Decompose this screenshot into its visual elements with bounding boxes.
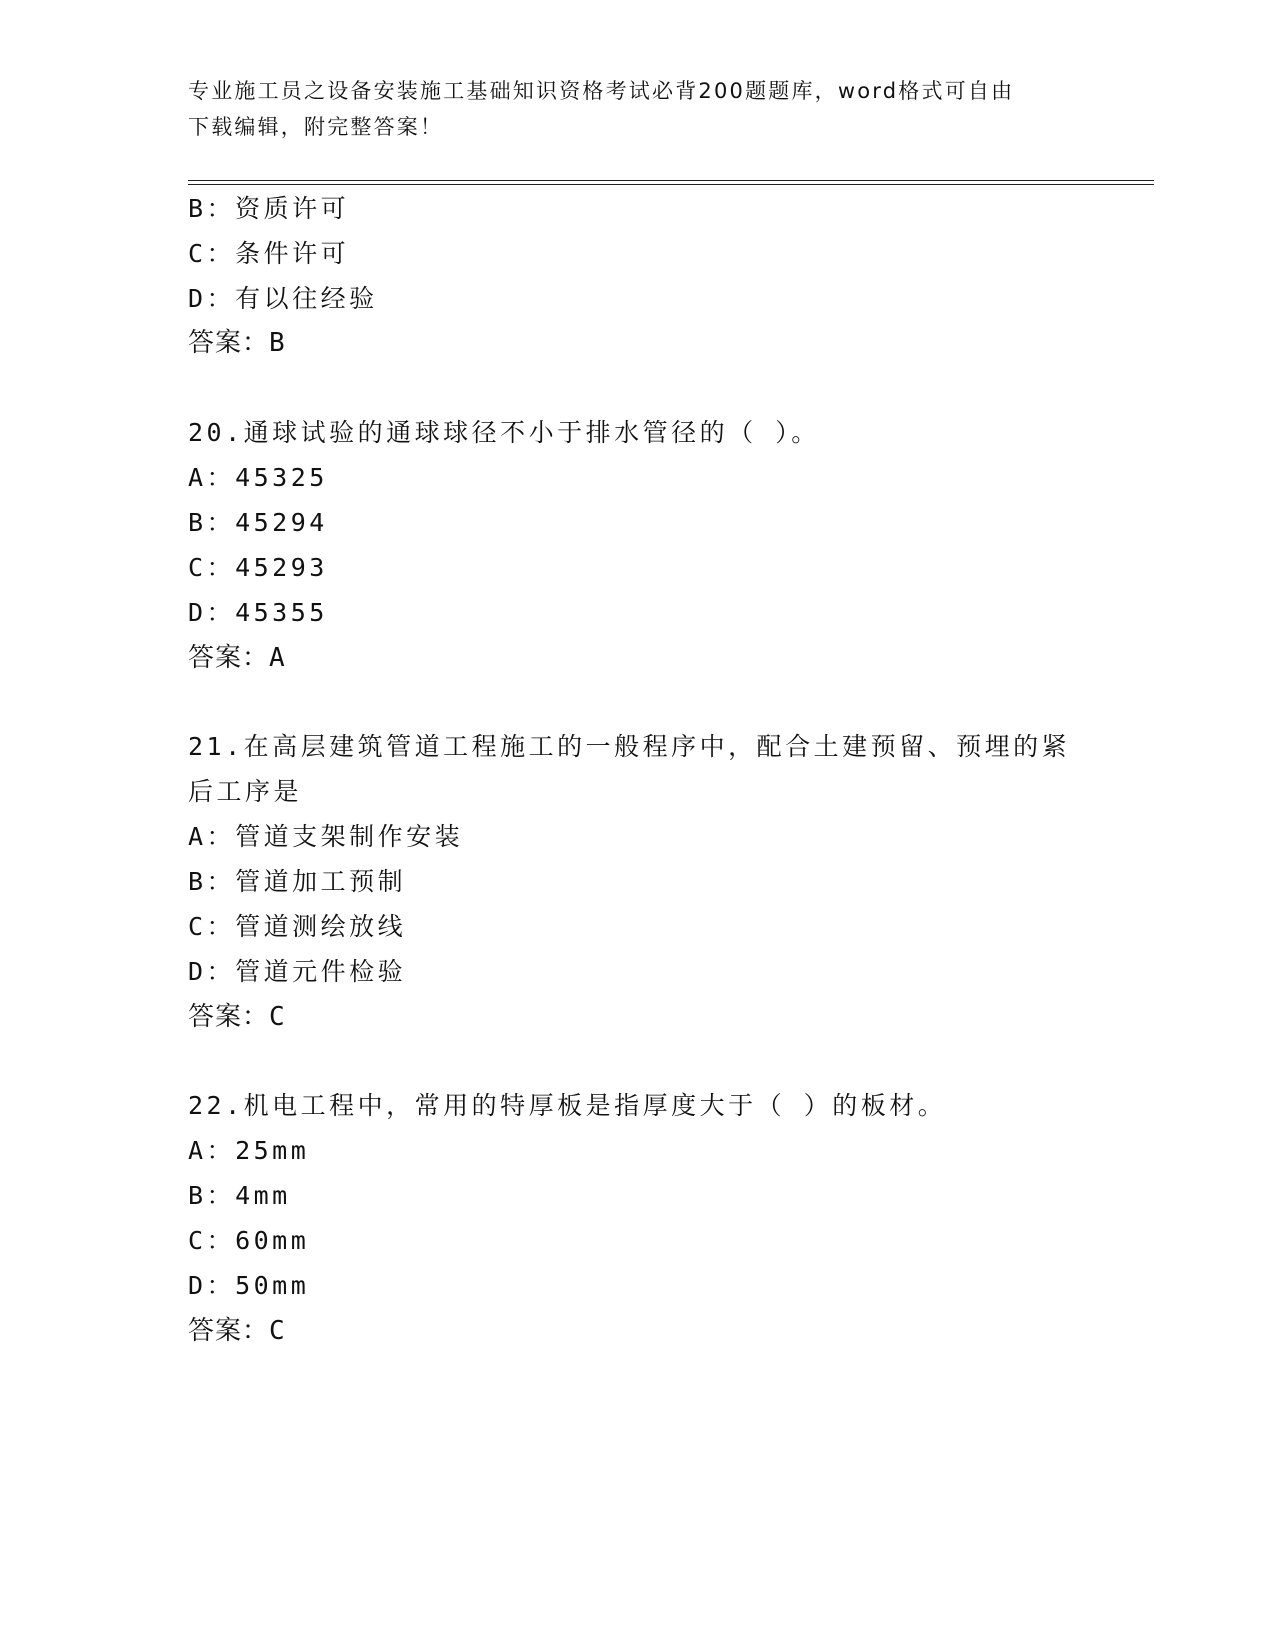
option-text: 4mm [235,1181,291,1210]
answer-value: A [269,643,286,673]
option-c [188,911,406,943]
option-c [188,1225,309,1257]
answer-line [188,1315,286,1347]
option-b [188,1180,291,1212]
option-letter: B： [188,508,236,537]
question-text [188,731,1070,763]
question-number: 20. [188,418,244,447]
option-text: 资质许可 [235,194,350,223]
option-text: 管道支架制作安装 [235,822,464,851]
option-d [188,956,406,988]
option-letter: D： [188,1271,236,1300]
option-d [188,597,328,629]
option-letter: A： [188,822,236,851]
option-d [188,1270,309,1302]
option-c [188,238,349,270]
header-line-2: 下载编辑，附完整答案！ [188,115,444,139]
option-a [188,462,328,494]
option-text: 45294 [235,508,328,537]
question-number: 22. [188,1091,244,1120]
answer-label: 答案： [188,328,270,358]
option-b [188,193,349,225]
answer-value: C [269,1002,286,1032]
question-stem: 在高层建筑管道工程施工的一般程序中，配合土建预留、预埋的紧 [243,732,1071,761]
option-letter: B： [188,867,236,896]
option-letter: A： [188,1136,236,1165]
option-letter: D： [188,598,236,627]
option-b [188,507,328,539]
option-c [188,552,328,584]
question-number: 21. [188,732,244,761]
option-text: 管道测绘放线 [235,912,407,941]
option-text: 45325 [235,463,328,492]
option-letter: D： [188,957,236,986]
header-divider-bottom [188,184,1154,185]
option-letter: C： [188,912,236,941]
option-letter: C： [188,553,236,582]
option-b [188,866,406,898]
document-header [188,73,1088,145]
option-text: 50mm [235,1271,310,1300]
option-letter: D： [188,284,236,313]
question-stem: 通球试验的通球球径不小于排水管径的（ ）。 [243,418,820,447]
question-text [188,417,820,449]
option-text: 条件许可 [235,239,350,268]
answer-value: C [269,1316,286,1346]
option-letter: B： [188,194,236,223]
answer-label: 答案： [188,1316,270,1346]
option-text: 45293 [235,553,328,582]
option-letter: B： [188,1181,236,1210]
answer-label: 答案： [188,643,270,673]
option-text: 25mm [235,1136,310,1165]
answer-line [188,642,286,674]
option-a [188,1135,309,1167]
option-d [188,283,378,315]
option-text: 管道元件检验 [235,957,407,986]
question-text [188,1090,946,1122]
option-letter: A： [188,463,236,492]
option-text: 管道加工预制 [235,867,407,896]
answer-value: B [269,328,286,358]
option-text: 45355 [235,598,328,627]
question-text-continued [188,776,302,808]
question-stem: 后工序是 [188,777,303,806]
question-stem: 机电工程中，常用的特厚板是指厚度大于（ ）的板材。 [243,1091,947,1120]
header-divider-top [188,180,1154,181]
option-letter: C： [188,239,236,268]
option-a [188,821,463,853]
answer-line [188,1001,286,1033]
option-text: 有以往经验 [235,284,378,313]
answer-line [188,327,286,359]
answer-label: 答案： [188,1002,270,1032]
header-line-1: 专业施工员之设备安装施工基础知识资格考试必背200题题库，word格式可自由 [188,79,1015,103]
option-text: 60mm [235,1226,310,1255]
option-letter: C： [188,1226,236,1255]
